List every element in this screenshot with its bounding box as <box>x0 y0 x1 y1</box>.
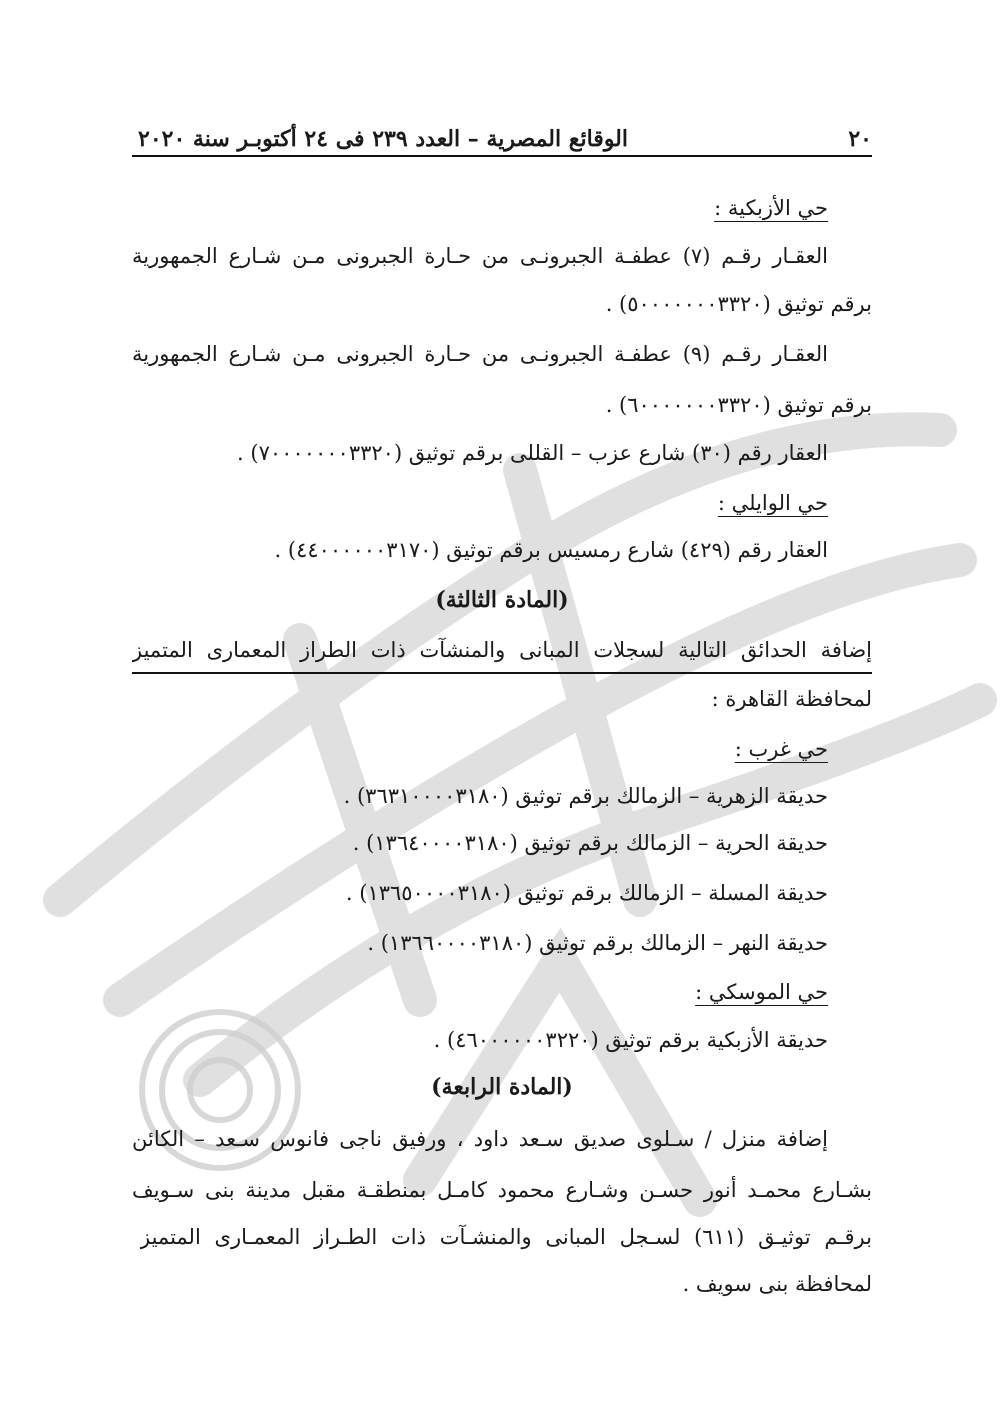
paragraph-line: العقـار رقـم (٧) عطفـة الجبرونـى من حـارة الجبرونى مـن شـارع الجمهورية <box>132 244 828 268</box>
publication-title: الوقائع المصرية – العدد ٢٣٩ فى ٢٤ أكتوبـر سنة ٢٠٢٠ <box>138 126 628 152</box>
list-item: حديقة النهر – الزمالك برقم توثيق (١٣٦٦٠٠٠٠٣١٨٠) . <box>367 931 828 955</box>
paragraph-line: برقم توثيق (٦٠٠٠٠٠٠٠٣٣٢٠) . <box>605 393 872 417</box>
paragraph-line: العقـار رقـم (٩) عطفـة الجبرونـى من حـارة الجبرونى مـن شـارع الجمهورية <box>132 342 828 366</box>
paragraph-line: برقـم توثيـق (٦١١) لسـجل المبانى والمنشـآت ذات الطـراز المعمـارى المتميز <box>140 1225 872 1249</box>
list-item: حديقة الحرية – الزمالك برقم توثيق (١٣٦٤٠٠٠٠٣١٨٠) . <box>352 831 828 855</box>
paragraph-line: العقار رقم (٣٠) شارع عزب – القللى برقم توثيق (٧٠٠٠٠٠٠٠٣٣٢٠) . <box>237 441 828 465</box>
paragraph-line: إضافة الحدائق التالية لسجلات المبانى والمنشآت ذات الطراز المعمارى المتميز <box>132 638 872 662</box>
page-header <box>132 108 872 152</box>
page-number: ٢٠ <box>848 126 872 152</box>
list-item: حديقة المسلة – الزمالك برقم توثيق (١٣٦٥٠٠٠٠٣١٨٠) . <box>345 881 828 905</box>
list-item: حديقة الزهرية – الزمالك برقم توثيق (٣٦٣١٠٠٠٠٣١٨٠) . <box>343 784 828 808</box>
district-heading: حي الأزبكية : <box>714 196 828 220</box>
district-heading: حي الموسكي : <box>695 980 828 1004</box>
section-divider <box>132 672 872 674</box>
paragraph-line: بشـارع محمـد أنور حسـن وشـارع محمود كامـل بمنطقـة مقبل مدينة بنى سـويف <box>132 1178 872 1202</box>
paragraph-line: لمحافظة القاهرة : <box>711 687 872 711</box>
article-heading: (المادة الثالثة) <box>435 587 569 613</box>
paragraph-line: العقار رقم (٤٢٩) شارع رمسيس برقم توثيق (٤٤٠٠٠٠٠٠٣١٧٠) . <box>274 538 828 562</box>
header-divider <box>132 155 872 157</box>
paragraph-line: إضافة منزل / سـلوى صديق سـعد داود ، ورفيق ناجى فانوس سـعد – الكائن <box>132 1127 828 1151</box>
list-item: حديقة الأزبكية برقم توثيق (٤٦٠٠٠٠٠٠٣٢٢٠) . <box>433 1028 828 1052</box>
district-heading: حي غرب : <box>734 737 828 761</box>
article-heading: (المادة الرابعة) <box>431 1074 573 1100</box>
paragraph-line: برقم توثيق (٥٠٠٠٠٠٠٠٣٣٢٠) . <box>605 292 872 316</box>
district-heading: حي الوايلي : <box>717 491 828 515</box>
paragraph-line: لمحافظة بنى سويف . <box>682 1272 872 1296</box>
